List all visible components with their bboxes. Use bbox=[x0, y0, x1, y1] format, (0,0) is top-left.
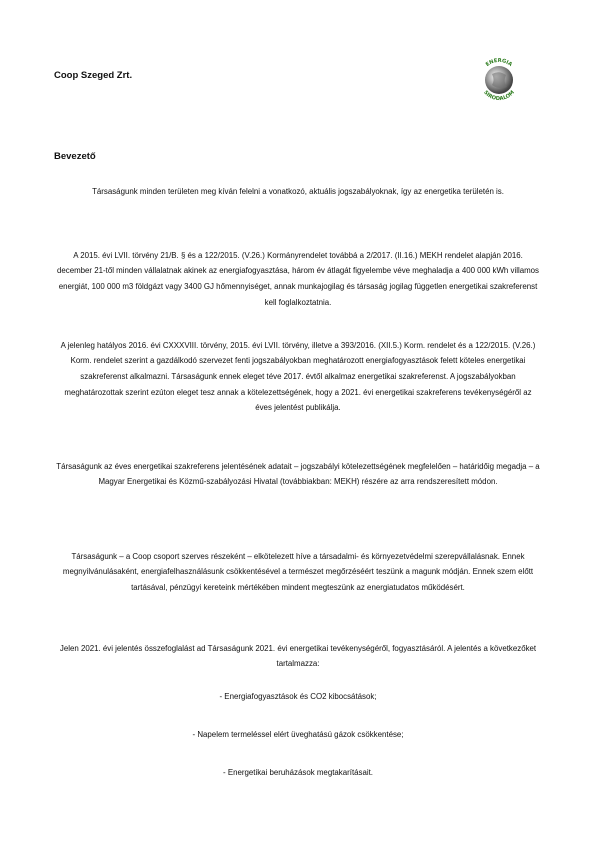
paragraph-mekh-reporting: Társaságunk az éves energetikai szakreferens jelentésének adatait – jogszabályi kötelezettségének megfelelően – határidőig megadja – a Magyar Energetikai és Közmű-szabályozási Hivatal (továbbiakban: MEKH) részére az arra rendszeresített módon. bbox=[56, 461, 540, 487]
company-name: Coop Szeged Zrt. bbox=[54, 70, 133, 81]
paragraph-current-law: A jelenleg hatályos 2016. évi CXXXVIII. törvény, 2015. évi LVII. törvény, illetve a 393/2016. (XII.5.) Korm. rendelet és a 122/2015. (V.26.) Korm. rendelet szerint a gazdálkodó szervezet fenti jogszabályokban meghatározott energiafogyasztások felett köteles energetikai szakreferenst alkalmazni. Társaságunk ennek eleget téve 2017. évtől alkalmaz energetikai szakreferenst. A jogszabályokban meghatározottak szerint ezúton eleget tesz annak a kötelezettségének, hogy a 2021. évi energetikai szakreferens tevékenységéről az éves jelentést publikálja. bbox=[60, 340, 536, 413]
paragraph-coop-commitment: Társaságunk – a Coop csoport szerves részeként – elkötelezett híve a társadalmi- és környezetvédelmi szerepvállalásnak. Ennek megnyilvánulásaként, energiafelhasználásunk csökkentésével a természet megőrzéséért teszünk a magunk módján. Ennek szem előtt tartásával, pénzügyi kereteink mértékében mindent megteszünk az energiatudatos működésért. bbox=[62, 551, 534, 593]
energia-siradalom-logo bbox=[470, 56, 528, 104]
paragraph-intro: Társaságunk minden területen meg kíván felelni a vonatkozó, aktuális jogszabályoknak, így az energetika területén is. bbox=[92, 186, 504, 196]
list-item-investment-savings: - Energetikai beruházások megtakarításait. bbox=[223, 767, 373, 777]
list-item-energy-consumption: - Energiafogyasztások és CO2 kibocsátások; bbox=[219, 691, 377, 701]
list-item-solar-reduction: - Napelem termeléssel elért üveghatású gázok csökkentése; bbox=[192, 729, 404, 739]
svg-text:ENERGIA: ENERGIA bbox=[484, 57, 514, 68]
paragraph-legal-basis: A 2015. évi LVII. törvény 21/B. § és a 122/2015. (V.26.) Kormányrendelet továbbá a 2/2017. (II.16.) MEKH rendelet alapján 2016. december 21-től minden vállalatnak akinek az energiafogyasztása, három év átlagát figyelembe véve meghaladja a 400 000 kWh villamos energiát, 100 000 m3 földgázt vagy 3400 GJ hőmennyiséget, annak munkajogilag és társaság jogilag független energetikai szakreferenst kell foglalkoztatnia. bbox=[56, 250, 540, 307]
section-title: Bevezető bbox=[54, 151, 96, 162]
paragraph-report-summary: Jelen 2021. évi jelentés összefoglalást ad Társaságunk 2021. évi energetikai tevékenységéről, fogyasztásáról. A jelentés a következőket tartalmazza: bbox=[59, 643, 537, 669]
svg-text:SIRODALOM: SIRODALOM bbox=[482, 89, 516, 103]
